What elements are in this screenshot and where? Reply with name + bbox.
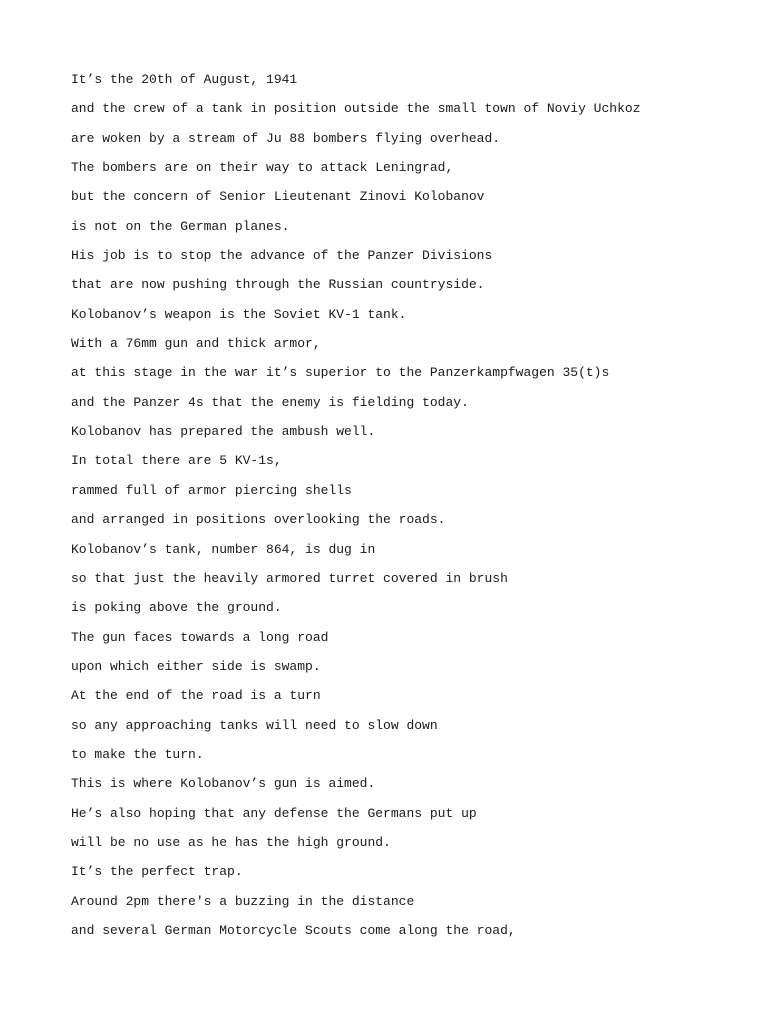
text-line: His job is to stop the advance of the Panzer Divisions: [71, 248, 493, 264]
text-line: He’s also hoping that any defense the Germans put up: [71, 805, 477, 821]
text-line: so that just the heavily armored turret covered in brush: [71, 570, 508, 586]
text-line: is not on the German planes.: [71, 218, 290, 234]
text-line: With a 76mm gun and thick armor,: [71, 336, 321, 352]
text-line: but the concern of Senior Lieutenant Zinovi Kolobanov: [71, 189, 485, 205]
text-line: This is where Kolobanov’s gun is aimed.: [71, 776, 376, 792]
text-line: Kolobanov’s tank, number 864, is dug in: [71, 541, 376, 557]
text-line: and arranged in positions overlooking the roads.: [71, 512, 446, 528]
text-line: and the Panzer 4s that the enemy is fielding today.: [71, 394, 469, 410]
text-line: that are now pushing through the Russian countryside.: [71, 277, 485, 293]
text-line: will be no use as he has the high ground.: [71, 834, 391, 850]
text-line: The bombers are on their way to attack Leningrad,: [71, 160, 454, 176]
text-line: In total there are 5 KV-1s,: [71, 453, 282, 469]
text-line: are woken by a stream of Ju 88 bombers flying overhead.: [71, 130, 501, 146]
text-line: Kolobanov’s weapon is the Soviet KV-1 tank.: [71, 306, 407, 322]
text-line: to make the turn.: [71, 746, 204, 762]
text-line: at this stage in the war it’s superior to the Panzerkampfwagen 35(t)s: [71, 365, 610, 381]
text-line: The gun faces towards a long road: [71, 629, 329, 645]
text-line: It’s the 20th of August, 1941: [71, 72, 298, 87]
text-line: is poking above the ground.: [71, 600, 282, 616]
text-line: and the crew of a tank in position outside the small town of Noviy Uchkoz: [71, 101, 641, 117]
document-body: [71, 72, 641, 952]
text-line: upon which either side is swamp.: [71, 658, 321, 674]
text-line: and several German Motorcycle Scouts come along the road,: [71, 922, 516, 938]
text-line: so any approaching tanks will need to slow down: [71, 717, 438, 733]
text-line: At the end of the road is a turn: [71, 688, 321, 704]
text-line: Kolobanov has prepared the ambush well.: [71, 424, 376, 440]
text-line: rammed full of armor piercing shells: [71, 482, 352, 498]
text-line: Around 2pm there's a buzzing in the distance: [71, 893, 415, 909]
text-line: It’s the perfect trap.: [71, 864, 243, 880]
